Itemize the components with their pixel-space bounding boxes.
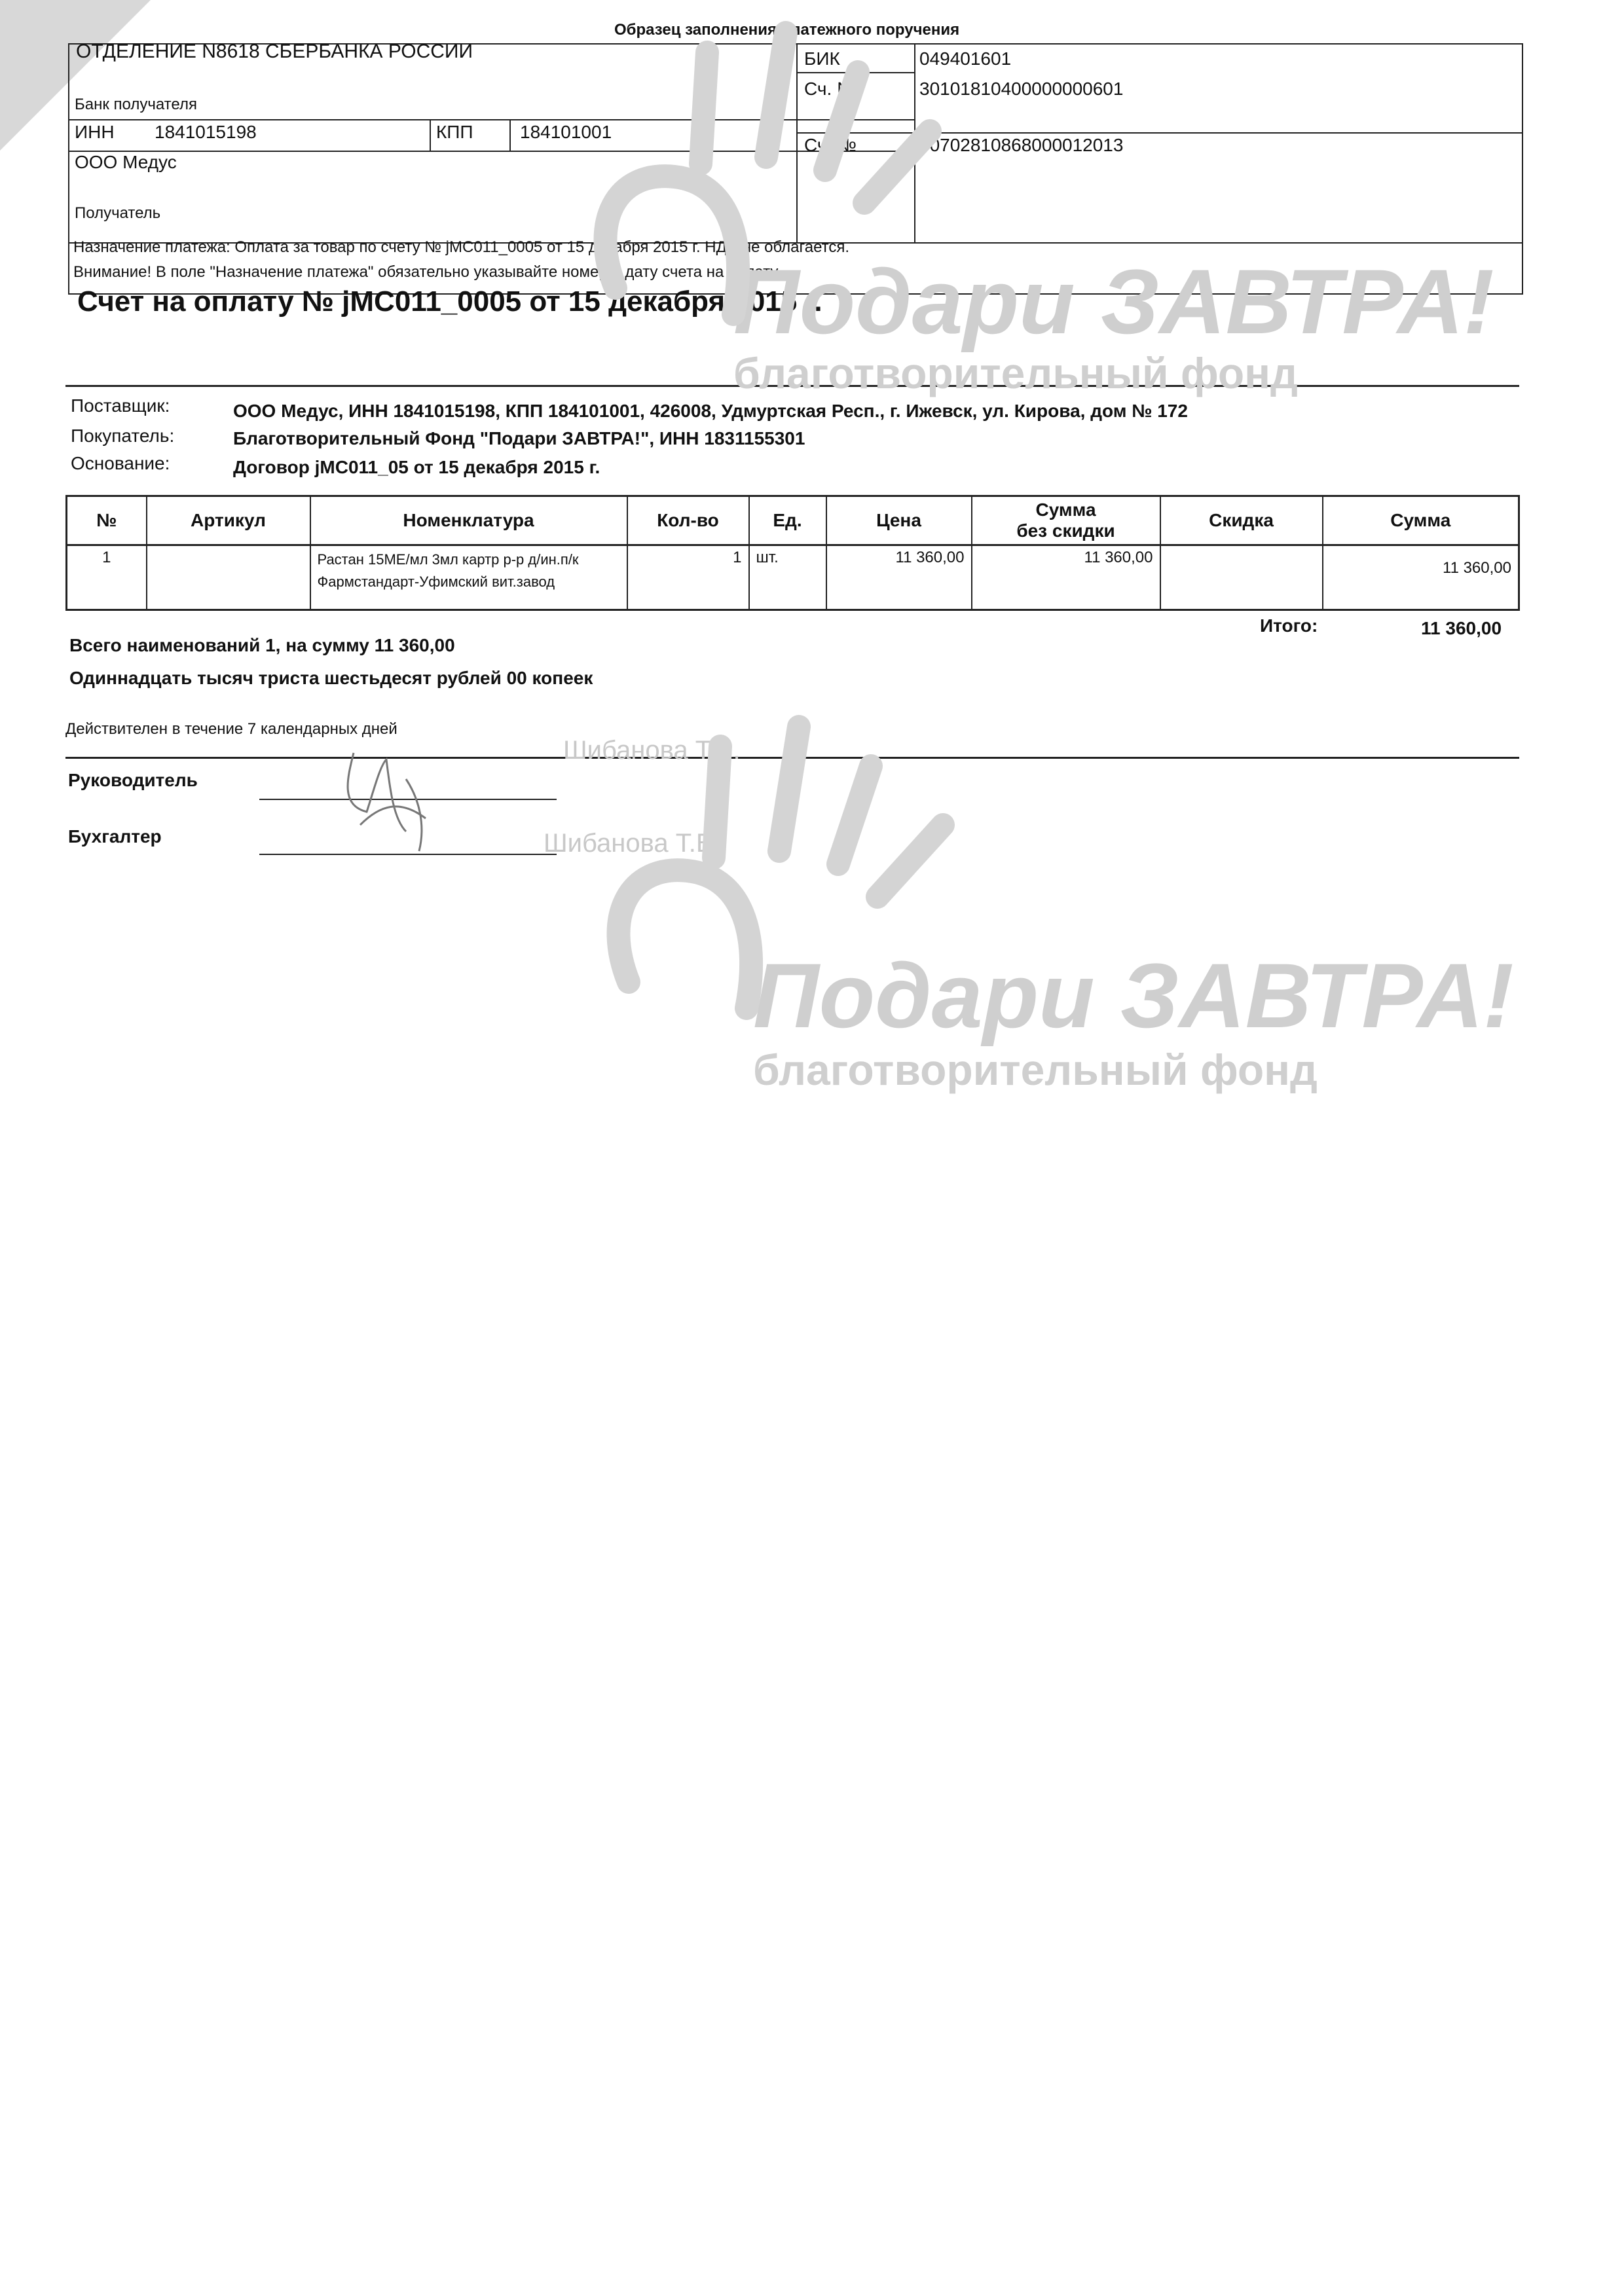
watermark-title-2: Подари ЗАВТРА! bbox=[753, 944, 1514, 1047]
director-name: Шибанова Т.В. bbox=[563, 736, 741, 765]
cell-unit: шт. bbox=[749, 545, 826, 610]
kpp-value: 184101001 bbox=[520, 122, 612, 142]
table-header-row bbox=[67, 496, 1519, 545]
cell-qty: 1 bbox=[627, 545, 749, 610]
watermark-hand-heart-logo-1 bbox=[576, 13, 1074, 406]
cell-sum-no-discount: 11 360,00 bbox=[972, 545, 1160, 610]
watermark-hand-heart-logo-2 bbox=[589, 707, 1087, 1100]
supplier-label: Поставщик: bbox=[71, 395, 170, 416]
recipient-label: Получатель bbox=[75, 204, 161, 222]
buyer-label: Покупатель: bbox=[71, 426, 175, 446]
col-header-sum-no-discount bbox=[972, 496, 1160, 545]
cell-name-line2: Фармстандарт-Уфимский вит.завод bbox=[317, 574, 555, 590]
accountant-label: Бухгалтер bbox=[68, 826, 162, 847]
col-header-qty: Кол-во bbox=[627, 496, 749, 545]
payment-purpose: Назначение платежа: Оплата за товар по счету № jMC011_0005 от 15 декабря 2015 г. НДС не облагается. bbox=[73, 238, 850, 256]
col-header-unit: Ед. bbox=[749, 496, 826, 545]
account-value: 40702810868000012013 bbox=[919, 135, 1124, 155]
supplier-value: ООО Медус, ИНН 1841015198, КПП 184101001, 426008, Удмуртская Респ., г. Ижевск, ул. Кирова, дом № 172 bbox=[233, 401, 1188, 421]
basis-value: Договор jMC011_05 от 15 декабря 2015 г. bbox=[233, 457, 600, 477]
recipient-name: ООО Медус bbox=[75, 152, 177, 172]
basis-label: Основание: bbox=[71, 453, 170, 473]
col-header-article: Артикул bbox=[147, 496, 310, 545]
col-header-sum-no-discount-line1: Сумма bbox=[1035, 500, 1096, 520]
table-row bbox=[67, 545, 1519, 610]
buyer-value: Благотворительный Фонд "Подари ЗАВТРА!", ИНН 1831155301 bbox=[233, 428, 805, 448]
col-header-sum-no-discount-line2: без скидки bbox=[1016, 520, 1115, 541]
payment-note: Внимание! В поле "Назначение платежа" обязательно указывайте номер и дату счета на оплату. bbox=[73, 263, 781, 281]
cell-sum: 11 360,00 bbox=[1323, 545, 1519, 610]
invoice-title: Счет на оплату № jMC011_0005 от 15 декабря 2015 г. bbox=[77, 285, 822, 318]
cell-name-line1: Растан 15МЕ/мл 3мл картр р-р д/ин.п/к bbox=[317, 551, 579, 568]
inn-label: ИНН bbox=[75, 122, 115, 142]
items-table bbox=[65, 495, 1520, 611]
cell-article bbox=[147, 545, 310, 610]
bank-name: ОТДЕЛЕНИЕ N8618 СБЕРБАНКА РОССИИ bbox=[76, 41, 473, 62]
col-header-name: Номенклатура bbox=[310, 496, 627, 545]
watermark-subtitle-1: благотворительный фонд bbox=[733, 349, 1298, 397]
bank-label: Банк получателя bbox=[75, 96, 197, 113]
inn-value: 1841015198 bbox=[155, 122, 257, 142]
watermark-title-1: Подари ЗАВТРА! bbox=[733, 250, 1494, 353]
director-label: Руководитель bbox=[68, 770, 198, 790]
col-header-num: № bbox=[67, 496, 147, 545]
cell-num: 1 bbox=[67, 545, 147, 610]
bik-value: 049401601 bbox=[919, 48, 1012, 69]
account-label: Сч. № bbox=[804, 135, 857, 155]
payment-sample-title: Образец заполнения платежного поручения bbox=[614, 21, 960, 39]
watermark-subtitle-2: благотворительный фонд bbox=[753, 1046, 1318, 1094]
col-header-discount: Скидка bbox=[1160, 496, 1323, 545]
col-header-price: Цена bbox=[826, 496, 972, 545]
total-value: 11 360,00 bbox=[1421, 618, 1502, 638]
summary-line: Всего наименований 1, на сумму 11 360,00 bbox=[69, 635, 455, 655]
accountant-name: Шибанова Т.В. bbox=[544, 829, 721, 858]
kpp-label: КПП bbox=[436, 122, 473, 142]
corr-account-label: Сч. № bbox=[804, 79, 857, 99]
corr-account-value: 30101810400000000601 bbox=[919, 79, 1124, 99]
validity-note: Действителен в течение 7 календарных дней bbox=[65, 720, 397, 738]
cell-name bbox=[310, 545, 627, 610]
col-header-sum: Сумма bbox=[1323, 496, 1519, 545]
amount-in-words: Одиннадцать тысяч триста шестьдесят рублей 00 копеек bbox=[69, 668, 593, 688]
handwritten-signature bbox=[327, 740, 458, 858]
bik-label: БИК bbox=[804, 48, 840, 69]
cell-discount bbox=[1160, 545, 1323, 610]
cell-price: 11 360,00 bbox=[826, 545, 972, 610]
total-label: Итого: bbox=[1260, 615, 1318, 636]
